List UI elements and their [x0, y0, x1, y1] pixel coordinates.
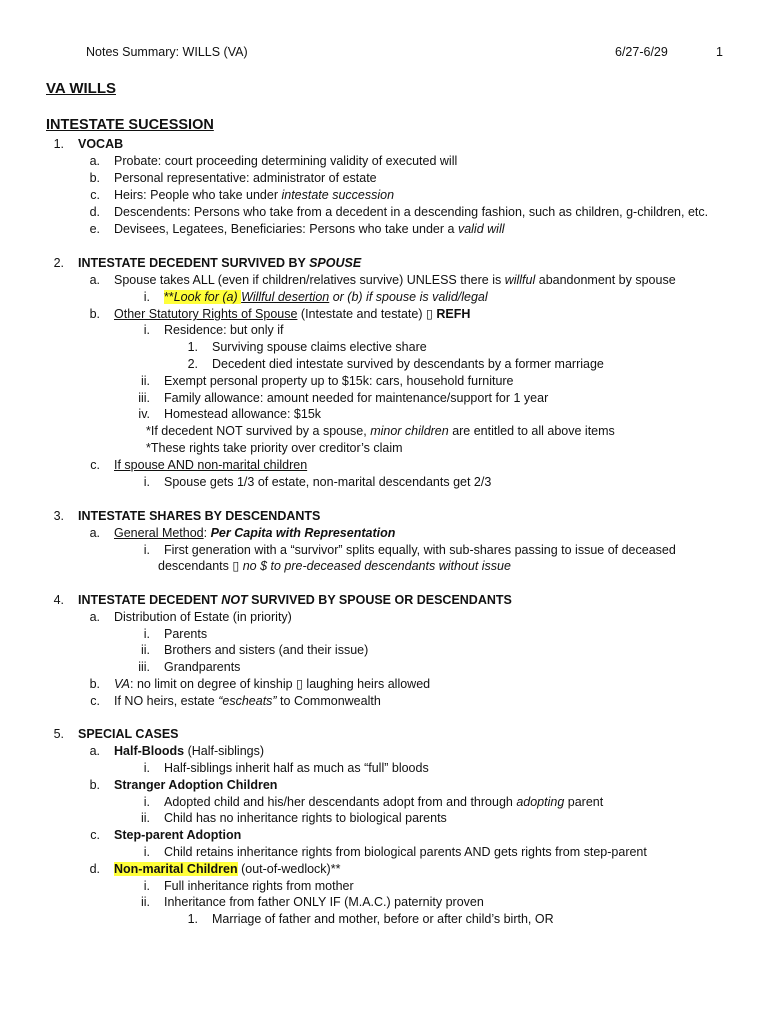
outline-line — [78, 827, 241, 843]
line-text: Per Capita with Representation — [210, 526, 396, 540]
outline-line — [46, 136, 123, 152]
line-text: Other Statutory Rights of Spouse — [114, 307, 298, 321]
line-text: INTESTATE DECEDENT SURVIVED BY — [78, 256, 310, 270]
line-text: to Commonwealth — [276, 694, 381, 708]
list-marker: 2. — [187, 357, 198, 371]
outline-line — [130, 760, 429, 776]
outline-line — [78, 170, 377, 186]
line-text: Non-marital Children — [114, 862, 238, 876]
outline-line — [130, 810, 447, 826]
outline-line — [130, 794, 603, 810]
line-text: If spouse AND non-marital children — [114, 458, 308, 472]
line-text: Heirs: People who take under — [114, 188, 282, 202]
line-text: ** — [164, 290, 174, 304]
list-marker: i. — [143, 845, 150, 859]
line-text: Full inheritance rights from mother — [164, 879, 354, 893]
outline-line — [78, 153, 457, 169]
line-text: SURVIVED BY SPOUSE OR DESCENDANTS — [247, 593, 512, 607]
line-text: descendants ▯ — [158, 559, 243, 573]
list-marker: d. — [89, 862, 100, 876]
outline-line — [130, 373, 514, 389]
outline-line — [46, 255, 361, 271]
line-text: Half-siblings inherit half as much as “full” bloods — [164, 761, 429, 775]
line-text: Surviving spouse claims elective share — [212, 340, 427, 354]
list-marker: iv. — [138, 407, 150, 421]
list-marker: i. — [143, 543, 150, 557]
list-marker: i. — [143, 627, 150, 641]
line-text: parent — [564, 795, 604, 809]
outline-line — [130, 390, 548, 406]
line-text: : — [203, 526, 211, 540]
outline-line — [130, 289, 488, 305]
line-text: Spouse gets 1/3 of estate, non-marital descendants get 2/3 — [164, 475, 492, 489]
line-text: abandonment by spouse — [535, 273, 676, 287]
line-text: : no limit on degree of kinship ▯ laughing heirs allowed — [130, 677, 431, 691]
line-text: Stranger Adoption Children — [114, 778, 278, 792]
line-text: Adopted child and his/her descendants adopt from and through — [164, 795, 517, 809]
list-marker: a. — [89, 744, 100, 758]
line-text: are entitled to all above items — [448, 424, 615, 438]
list-marker: ii. — [140, 374, 150, 388]
outline-line — [130, 878, 354, 894]
outline-line — [130, 626, 207, 642]
list-marker: c. — [90, 458, 100, 472]
outline-line — [78, 693, 381, 709]
line-text: Parents — [164, 627, 208, 641]
document-title: VA WILLS — [46, 80, 116, 97]
list-marker: i. — [143, 290, 150, 304]
outline-line — [78, 306, 470, 322]
outline-line — [180, 339, 427, 355]
line-text: Devisees, Legatees, Beneficiaries: Persons who take under a — [114, 222, 458, 236]
line-text: minor children — [370, 424, 449, 438]
outline-line — [78, 221, 505, 237]
line-text: Personal representative: administrator of estate — [114, 171, 377, 185]
line-text: Probate: court proceeding determining validity of executed will — [114, 154, 458, 168]
line-text: willful — [504, 273, 536, 287]
outline-line — [78, 777, 277, 793]
list-marker: 3. — [53, 509, 64, 523]
list-marker: c. — [90, 828, 100, 842]
line-text: *If decedent NOT survived by a spouse, — [146, 424, 371, 438]
list-marker: i. — [143, 323, 150, 337]
outline-line — [130, 844, 647, 860]
header-date: 6/27-6/29 — [615, 45, 668, 59]
line-text: Look for (a) — [173, 290, 242, 304]
line-text: (out-of-wedlock)** — [237, 862, 341, 876]
line-text: NOT — [221, 593, 248, 607]
outline-line — [146, 423, 615, 439]
line-text: intestate succession — [281, 188, 395, 202]
page-number: 1 — [716, 45, 723, 59]
line-text: Step-parent Adoption — [114, 828, 242, 842]
line-text: Exempt personal property up to $15k: cars, household furniture — [164, 374, 514, 388]
outline-line — [130, 894, 484, 910]
line-text: REFH — [436, 307, 471, 321]
line-text: Residence: but only if — [164, 323, 284, 337]
outline-line — [130, 642, 368, 658]
line-text: INTESTATE SHARES BY DESCENDANTS — [78, 509, 321, 523]
line-text: First generation with a “survivor” splits equally, with sub-shares passing to issue of deceased — [164, 543, 676, 557]
line-text: Family allowance: amount needed for maintenance/support for 1 year — [164, 391, 549, 405]
line-text: INTESTATE DECEDENT — [78, 593, 222, 607]
line-text: Marriage of father and mother, before or after child’s birth, OR — [212, 912, 554, 926]
outline-line — [46, 726, 179, 742]
list-marker: a. — [89, 154, 100, 168]
line-text: (Intestate and testate) ▯ — [297, 307, 437, 321]
line-text: VA — [114, 677, 130, 691]
line-text: Descendents: Persons who take from a decedent in a descending fashion, such as children, g-children, etc. — [114, 205, 709, 219]
list-marker: b. — [89, 307, 100, 321]
line-text: Spouse takes ALL (even if children/relatives survive) UNLESS there is — [114, 273, 505, 287]
line-text: or (b) if spouse is valid/legal — [329, 290, 488, 304]
line-text: Decedent died intestate survived by descendants by a former marriage — [212, 357, 604, 371]
header-title: Notes Summary: WILLS (VA) — [86, 45, 248, 59]
outline-line — [130, 322, 284, 338]
list-marker: i. — [143, 879, 150, 893]
line-text: Willful desertion — [241, 290, 330, 304]
list-marker: i. — [143, 795, 150, 809]
outline-line — [46, 592, 512, 608]
list-marker: c. — [90, 188, 100, 202]
list-marker: 1. — [53, 137, 64, 151]
line-text: “escheats” — [218, 694, 277, 708]
outline-line — [180, 911, 554, 927]
outline-line — [78, 272, 676, 288]
line-text: valid will — [457, 222, 505, 236]
line-text: Grandparents — [164, 660, 241, 674]
line-text: If NO heirs, estate — [114, 694, 219, 708]
line-text: adopting — [516, 795, 565, 809]
list-marker: ii. — [140, 811, 150, 825]
line-text: SPECIAL CASES — [78, 727, 179, 741]
line-text: Distribution of Estate (in priority) — [114, 610, 292, 624]
line-text: Brothers and sisters (and their issue) — [164, 643, 369, 657]
list-marker: b. — [89, 677, 100, 691]
line-text: *These rights take priority over creditor’s claim — [146, 441, 403, 455]
line-text: General Method — [114, 526, 204, 540]
line-text: Child has no inheritance rights to biological parents — [164, 811, 447, 825]
line-text: Homestead allowance: $15k — [164, 407, 322, 421]
line-text: Inheritance from father ONLY IF (M.A.C.) paternity proven — [164, 895, 484, 909]
outline-line — [78, 861, 340, 877]
list-marker: 5. — [53, 727, 64, 741]
outline-line — [130, 542, 676, 558]
list-marker: i. — [143, 475, 150, 489]
outline-line — [78, 743, 264, 759]
list-marker: 1. — [187, 912, 198, 926]
list-marker: b. — [89, 171, 100, 185]
list-marker: ii. — [140, 643, 150, 657]
list-marker: d. — [89, 205, 100, 219]
outline-line — [146, 440, 403, 456]
outline-line — [46, 508, 320, 524]
line-text: Child retains inheritance rights from biological parents AND gets rights from step-parent — [164, 845, 647, 859]
list-marker: iii. — [138, 660, 150, 674]
list-marker: ii. — [140, 895, 150, 909]
outline-line — [78, 204, 708, 220]
list-marker: a. — [89, 273, 100, 287]
outline-line — [180, 356, 604, 372]
section-heading: INTESTATE SUCESSION — [46, 117, 214, 133]
outline-line — [78, 187, 394, 203]
line-text: (Half-siblings) — [184, 744, 265, 758]
outline-line — [130, 659, 240, 675]
line-text: SPOUSE — [309, 256, 362, 270]
list-marker: e. — [89, 222, 100, 236]
outline-line — [130, 474, 491, 490]
outline-line — [78, 457, 307, 473]
list-marker: 1. — [187, 340, 198, 354]
outline-line — [78, 525, 395, 541]
list-marker: i. — [143, 761, 150, 775]
outline-line — [130, 406, 321, 422]
list-marker: a. — [89, 526, 100, 540]
list-marker: 2. — [53, 256, 64, 270]
list-marker: iii. — [138, 391, 150, 405]
line-text: no $ to pre-deceased descendants without issue — [242, 559, 511, 573]
list-marker: a. — [89, 610, 100, 624]
list-marker: 4. — [53, 593, 64, 607]
list-marker: c. — [90, 694, 100, 708]
line-text: VOCAB — [78, 137, 124, 151]
outline-line — [158, 558, 511, 574]
outline-line — [78, 676, 430, 692]
outline-line — [78, 609, 292, 625]
line-text: Half-Bloods — [114, 744, 185, 758]
list-marker: b. — [89, 778, 100, 792]
